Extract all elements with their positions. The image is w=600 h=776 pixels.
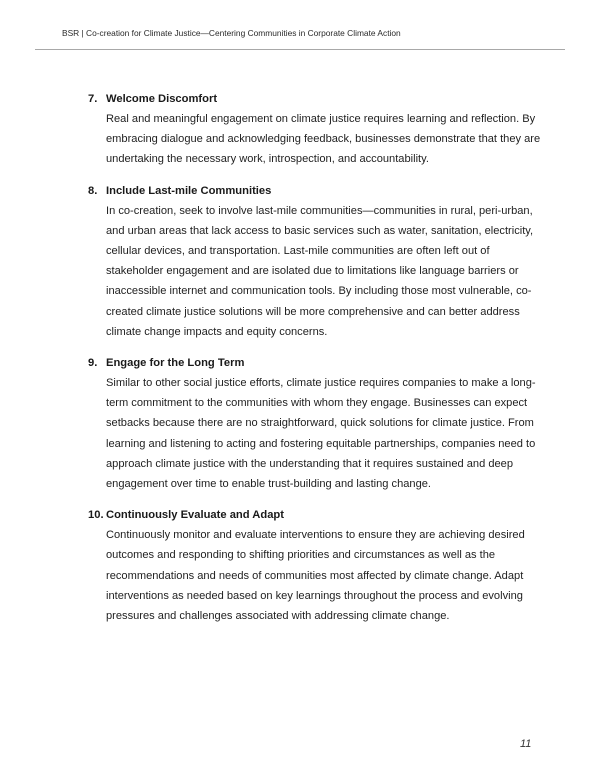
item-title: Continuously Evaluate and Adapt bbox=[106, 509, 284, 522]
item-body bbox=[106, 525, 538, 626]
item-body bbox=[106, 373, 538, 494]
body-text-line: recommendations and needs of communities most affected by climate change. Adapt bbox=[106, 569, 524, 582]
page-number: 11 bbox=[520, 738, 532, 750]
item-heading bbox=[88, 183, 538, 199]
item-body bbox=[106, 201, 538, 342]
body-text-line: approach climate justice with the understanding that it requires sustained and deep bbox=[106, 457, 514, 470]
body-text-line: interventions as needed based on key learnings throughout the process and evolving bbox=[106, 589, 523, 602]
list-item bbox=[88, 183, 538, 342]
body-text-line: setbacks because there are no straightforward, quick solutions for climate justice. From bbox=[106, 417, 534, 430]
running-header: BSR | Co-creation for Climate Justice—Centering Communities in Corporate Climate Action bbox=[62, 28, 401, 38]
body-text-line: In co-creation, seek to involve last-mile communities—communities in rural, peri-urban, bbox=[106, 204, 533, 217]
body-text-line: cellular devices, and transportation. Last-mile communities are often left out of bbox=[106, 245, 490, 258]
list-item bbox=[88, 91, 541, 170]
item-heading bbox=[88, 91, 538, 107]
body-text-line: stakeholder engagement and are isolated due to limitations like language barriers or bbox=[106, 265, 519, 278]
body-text-line: pressures and challenges associated with addressing climate change. bbox=[106, 610, 450, 623]
body-text-line: Similar to other social justice efforts, climate justice requires companies to make a long- bbox=[106, 377, 536, 390]
body-text-line: climate change impacts and equity concerns. bbox=[106, 325, 328, 338]
item-body bbox=[106, 109, 541, 170]
body-text-line: engagement over time to enable trust-building and lasting change. bbox=[106, 478, 432, 491]
item-number: 8. bbox=[88, 184, 98, 197]
body-text-line: and urban areas that lack access to basic services such as water, sanitation, electricity, bbox=[106, 224, 534, 237]
item-title: Include Last-mile Communities bbox=[106, 184, 272, 197]
item-heading bbox=[88, 507, 538, 523]
item-heading bbox=[88, 355, 538, 371]
header-divider bbox=[35, 49, 565, 50]
body-text-line: learning and listening to acting and fostering equitable partnerships, companies need to bbox=[106, 437, 536, 450]
body-text-line: Continuously monitor and evaluate interventions to ensure they are achieving desired bbox=[106, 529, 525, 542]
item-number: 7. bbox=[88, 93, 98, 105]
item-number: 10. bbox=[88, 509, 104, 522]
body-text-line: term commitment to the communities with whom they engage. Businesses can expect bbox=[106, 397, 528, 410]
body-text-line: undertaking the necessary work, introspection, and accountability. bbox=[106, 153, 429, 166]
body-text-line: outcomes and responding to shifting priorities and circumstances as well as the bbox=[106, 549, 496, 562]
item-title: Welcome Discomfort bbox=[106, 93, 218, 105]
body-text-line: inaccessible internet and communication tools. By including those most vulnerable, co- bbox=[106, 285, 532, 298]
body-text-line: Real and meaningful engagement on climate justice requires learning and reflection. By bbox=[106, 113, 536, 125]
list-item bbox=[88, 355, 538, 494]
numbered-list bbox=[88, 91, 541, 639]
item-title: Engage for the Long Term bbox=[106, 357, 245, 370]
list-item bbox=[88, 507, 538, 626]
body-text-line: embracing dialogue and acknowledging feedback, businesses demonstrate that they are bbox=[106, 133, 541, 146]
body-text-line: created climate justice solutions will be more comprehensive and can better address bbox=[106, 305, 520, 318]
item-number: 9. bbox=[88, 357, 98, 370]
